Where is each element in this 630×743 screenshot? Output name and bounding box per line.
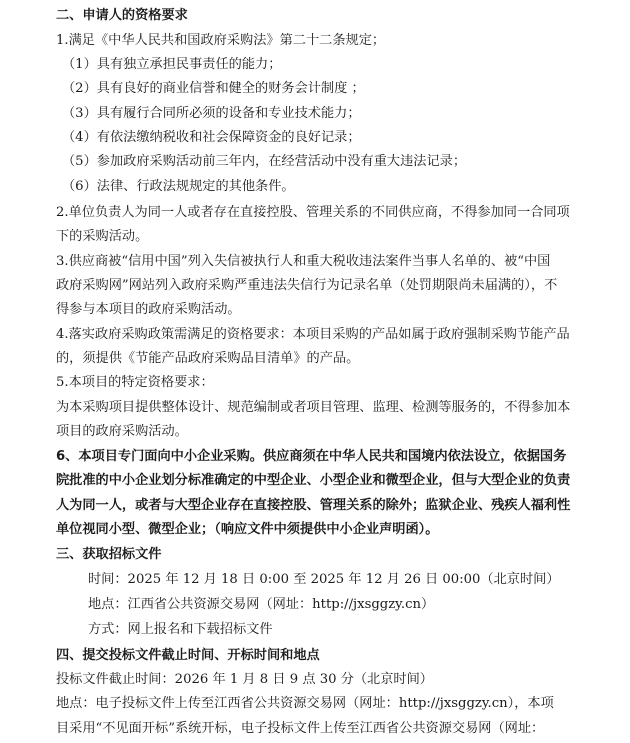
submission-place-line-2: 目采用“不见面开标”系统开标，电子投标文件上传至江西省公共资源交易网（网址： — [56, 721, 545, 736]
submission-deadline: 投标文件截止时间：2026 年 1 月 8 日 9 点 30 分（北京时间） — [56, 672, 433, 687]
clause-4-line-1: 4.落实政府采购政策需满足的资格要求：本项目采购的产品如属于政府强制采购节能产品 — [56, 327, 570, 342]
clause-2-line-1: 2.单位负责人为同一人或者存在直接控股、管理关系的不同供应商，不得参加同一合同项 — [56, 205, 570, 220]
clause-1: 1.满足《中华人民共和国政府采购法》第二十二条规定； — [56, 33, 386, 48]
clause-6-line-2: 院批准的中小企业划分标准确定的中型企业、小型企业和微型企业，但与大型企业的负责 — [56, 473, 571, 488]
submission-place-line-1: 地点：电子投标文件上传至江西省公共资源交易网（网址：http://jxsggzy.cn），本项 — [56, 696, 554, 711]
section-heading-qualifications: 二、申请人的资格要求 — [56, 8, 188, 23]
section-heading-obtain-documents: 三、获取招标文件 — [56, 547, 162, 562]
subclause-4: （4）有依法缴纳税收和社会保障资金的良好记录； — [62, 130, 361, 145]
subclause-6: （6）法律、行政法规规定的其他条件。 — [62, 179, 295, 194]
clause-5-heading: 5.本项目的特定资格要求： — [56, 375, 214, 390]
clause-6-line-4: 单位视同小型、微型企业；（响应文件中须提供中小企业声明函）。 — [56, 522, 439, 537]
subclause-5: （5）参加政府采购活动前三年内，在经营活动中没有重大违法记录； — [62, 154, 467, 169]
clause-6-line-1: 6、本项目专门面向中小企业采购。供应商须在中华人民共和国境内依法设立，依据国务 — [56, 449, 567, 464]
clause-5-line-1: 为本采购项目提供整体设计、规范编制或者项目管理、监理、检测等服务的，不得参加本 — [56, 400, 571, 415]
subclause-2: （2）具有良好的商业信誉和健全的财务会计制度 ； — [62, 81, 365, 96]
subclause-1: （1）具有独立承担民事责任的能力； — [62, 57, 282, 72]
clause-5-line-2: 项目的政府采购活动。 — [56, 424, 188, 439]
clause-3-line-2: 政府采购网”网站列入政府采购严重违法失信行为记录名单（处罚期限尚未届满的），不 — [56, 278, 558, 293]
clause-3-line-3: 得参与本项目的政府采购活动。 — [56, 302, 241, 317]
obtain-place: 地点：江西省公共资源交易网（网址：http://jxsggzy.cn） — [88, 597, 435, 612]
obtain-time: 时间：2025 年 12 月 18 日 0:00 至 2025 年 12 月 26 日 00:00（北京时间） — [88, 572, 560, 587]
clause-3-line-1: 3.供应商被“信用中国”列入失信被执行人和重大税收违法案件当事人名单的、被“中国 — [56, 254, 551, 269]
section-heading-submission: 四、提交投标文件截止时间、开标时间和地点 — [56, 648, 320, 663]
clause-2-line-2: 下的采购活动。 — [56, 229, 149, 244]
clause-6-line-3: 人为同一人，或者与大型企业存在直接控股、管理关系的除外；监狱企业、残疾人福利性 — [56, 498, 571, 513]
clause-4-line-2: 的，须提供《节能产品政府采购品目清单》的产品。 — [56, 351, 360, 366]
subclause-3: （3）具有履行合同所必须的设备和专业技术能力； — [62, 106, 361, 121]
obtain-method: 方式：网上报名和下载招标文件 — [88, 622, 273, 637]
